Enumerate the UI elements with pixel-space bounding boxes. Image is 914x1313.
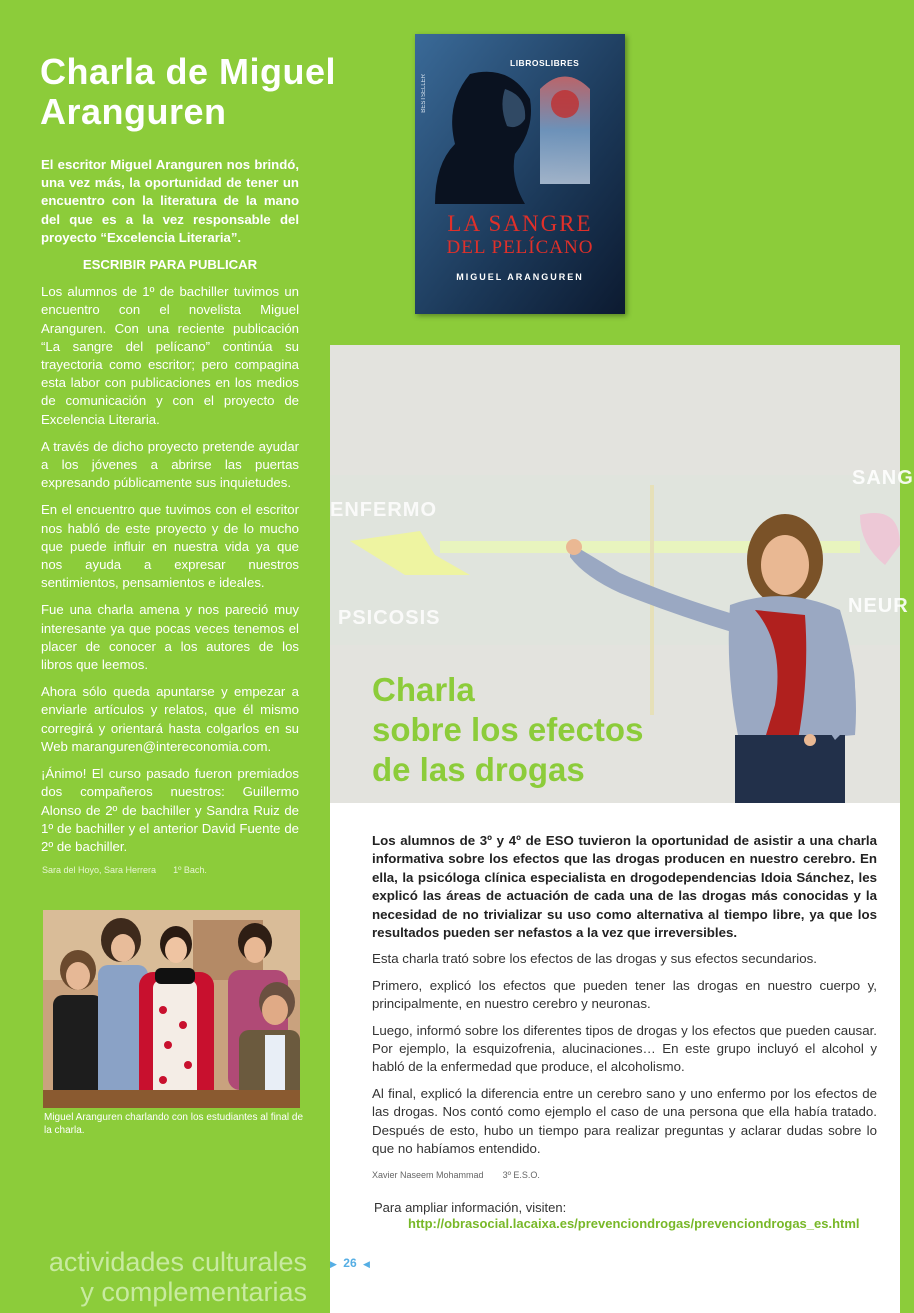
article2-title-line: sobre los efectos [372, 711, 644, 748]
article2-paragraph: Primero, explicó los efectos que pueden tener las drogas en nuestro cuerpo y, principalmente, en nuestro cerebro y neuronas. [372, 977, 877, 1012]
slide-word-enfermo: ENFERMO [330, 499, 437, 521]
slide-word-neur: NEUR [848, 595, 909, 617]
book-publisher: LIBROSLIBRES [510, 58, 580, 68]
article2-paragraph: Luego, informó sobre los diferentes tipos de drogas y los efectos que pueden causar. Por ejemplo, la esquizofrenia, alucinaciones… En este grupo incluyó el alcohol y habló de la enfermedad que produce, el alcoholismo. [372, 1022, 877, 1075]
students-photo-illustration [43, 910, 300, 1108]
book-cover [415, 34, 625, 314]
section-footer-line: actividades culturales [48, 1247, 307, 1277]
article1-paragraph: En el encuentro que tuvimos con el escritor nos habló de este proyecto y de lo mucho que puede influir en nuestra vida ya que nos ayuda a expresar nuestros sentimientos, pensamientos e ideales. [41, 502, 299, 591]
book-title-line1: LA SANGRE [447, 211, 593, 236]
article1-paragraph: Ahora sólo queda apuntarse y empezar a enviarle artículos y relatos, que él mismo corregirá y orientará hasta colgarlos en su Web maranguren@intereconomia.com. [41, 684, 299, 754]
article2-signature-name: Xavier Naseem Mohammad [372, 1170, 484, 1180]
drug-prevention-link[interactable]: http://obrasocial.lacaixa.es/prevenciondrogas/prevenciondrogas_es.html [408, 1216, 860, 1231]
page-number-right-arrow-icon: ◀ [362, 1259, 370, 1269]
article2-title [372, 670, 792, 790]
article1-paragraph: A través de dicho proyecto pretende ayudar a los jóvenes a abrirse las puertas expresando públicamente sus inquietudes. [41, 438, 299, 491]
article1-title: Charla de Miguel Aranguren [40, 51, 337, 132]
article2-title-line: Charla [372, 671, 475, 708]
article2-paragraph: Al final, explicó la diferencia entre un cerebro sano y uno enfermo por los efectos de las drogas. Nos contó como ejemplo el caso de una persona que ella había tratado. Después de esto, hubo un tiempo para realizar preguntas y aclarar dudas sobre lo que no habíamos entendido. [372, 1085, 877, 1157]
students-photo-caption: Miguel Aranguren charlando con los estudiantes al final de la charla. [44, 1112, 304, 1136]
article1-signature-class: 1º Bach. [173, 865, 207, 875]
article2-title-line: de las drogas [372, 751, 585, 788]
article2-paragraph: Esta charla trató sobre los efectos de las drogas y sus efectos secundarios. [372, 951, 817, 967]
article1-paragraph: ¡Ánimo! El curso pasado fueron premiados dos compañeros nuestros: Guillermo Alonso de 2º de bachiller y Sandra Ruiz de 1º de bachiller y el anterior David Fuente de 2º de bachiller. [41, 766, 299, 854]
article1-body [41, 156, 299, 865]
page-number-value: 26 [343, 1256, 357, 1270]
article2-signature-class: 3º E.S.O. [502, 1170, 540, 1180]
book-title-line2: DEL PELÍCANO [446, 237, 594, 258]
slide-word-psicosis: PSICOSIS [338, 607, 441, 629]
page-number [330, 1256, 370, 1270]
article2-signature [372, 1170, 540, 1180]
page-number-left-arrow-icon: ▶ [330, 1259, 337, 1269]
more-info-label: Para ampliar información, visiten: [374, 1200, 567, 1215]
section-footer-label [47, 1247, 307, 1307]
article1-subheading: ESCRIBIR PARA PUBLICAR [82, 257, 258, 273]
article1-signature-names: Sara del Hoyo, Sara Herrera [42, 865, 157, 875]
book-spine-label: BESTSELLER [421, 74, 427, 113]
book-author: MIGUEL ARANGUREN [456, 272, 584, 282]
section-footer-line: y complementarias [80, 1277, 307, 1307]
slide-word-sang: SANG [852, 467, 914, 489]
article2-body [372, 832, 877, 1167]
article2-intro: Los alumnos de 3º y 4º de ESO tuvieron la oportunidad de asistir a una charla informativa sobre los efectos que las drogas producen en nuestro cerebro. En ella, la psicóloga clínica especialista en drogodependencias Idoia Sánchez, les explicó las áreas de actuación de cada una de las drogas más conocidas y la necesidad de no trivializar su uso como alternativa al tiempo libre, ya que los resultados pueden ser nefastos a la vez que irreversibles. [372, 833, 877, 941]
article1-signature [42, 865, 302, 875]
article1-paragraph: Los alumnos de 1º de bachiller tuvimos un encuentro con el novelista Miguel Aranguren. Con una reciente publicación “La sangre del pelícano” continúa su trayectoria como escritor; pero compagina esta labor con publicaciones en los medios de comunicación y con el proyecto de Excelencia Literaria. [41, 284, 299, 427]
article1-intro: El escritor Miguel Aranguren nos brindó, una vez más, la oportunidad de tener un encuentro con la literatura de la mano del que es a la vez responsable del proyecto “Excelencia Literaria”. [41, 157, 299, 245]
students-photo [43, 910, 300, 1108]
article1-paragraph: Fue una charla amena y nos pareció muy interesante ya que pocas veces tenemos el placer de conocer a los autores de los libros que leemos. [41, 602, 299, 673]
